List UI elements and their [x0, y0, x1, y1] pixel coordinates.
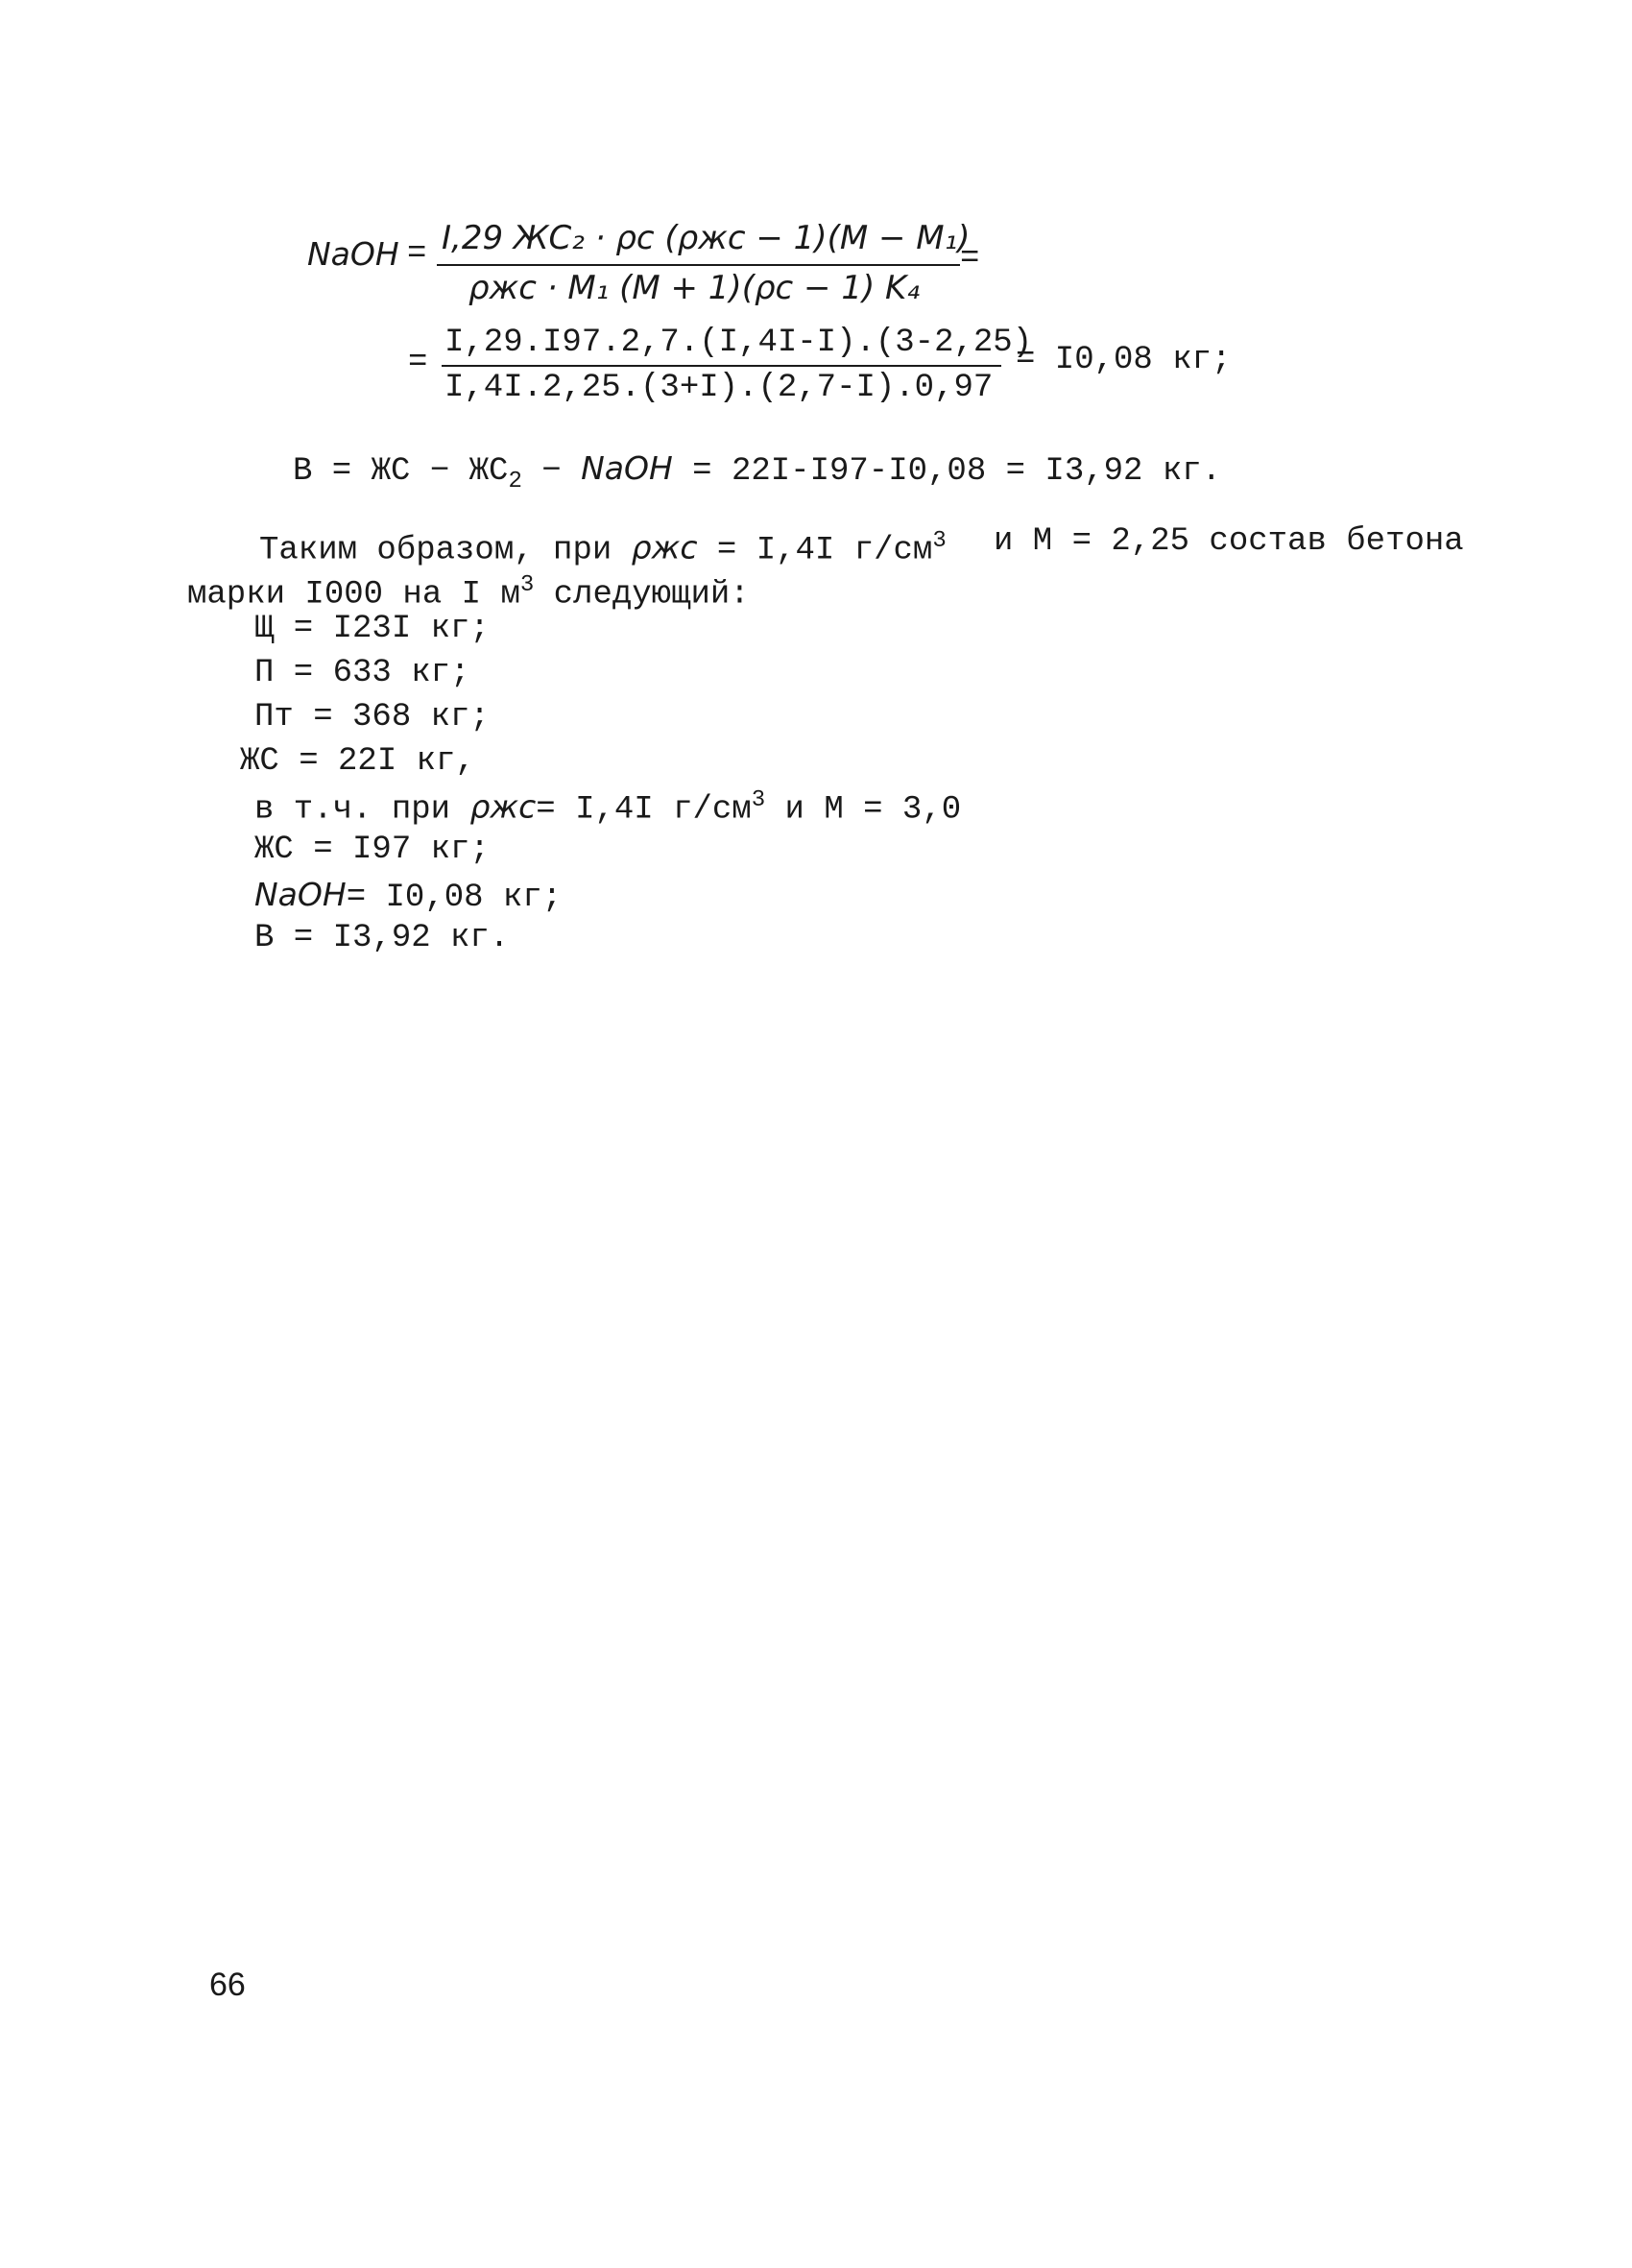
list-item-pt: Пт = 368 кг; — [254, 699, 490, 736]
equals-sign-tail: = — [960, 241, 980, 277]
fraction-numerator: I,29 ЖС₂ · ρc (ρжс − 1)(M − M₁) — [442, 219, 971, 257]
water-rest: = 22I-I97-I0,08 = I3,92 кг. — [672, 453, 1222, 490]
summary-part3-head: и M = 2,25 состав бетона — [994, 523, 1464, 560]
list-item-crushed-stone: Щ = I23I кг; — [254, 611, 490, 647]
summary-line-2 — [187, 567, 750, 614]
including-value: = I,4I г/см — [536, 791, 752, 829]
list-item-sand: П = 633 кг; — [254, 655, 470, 691]
water-naoh: NaOH — [581, 449, 673, 487]
including-suffix: и M = 3,0 — [765, 791, 962, 829]
including-line — [254, 787, 961, 828]
numeric-fraction-bar — [442, 365, 1001, 367]
list-item-liquid-glass: ЖС = 22I кг, — [240, 743, 475, 780]
numeric-denominator: I,4I.2,25.(3+I).(2,7-I).0,97 — [444, 370, 994, 406]
summary-part2: = I,4I г/см — [697, 532, 933, 569]
summary-part1: Таким образом, при — [259, 532, 632, 569]
fraction-bar — [437, 264, 960, 266]
summary-rho: ρжс — [631, 528, 698, 567]
water-minus: − — [521, 453, 582, 490]
summary-sup2: 3 — [519, 572, 535, 598]
list-item-liquid-glass-197: ЖС = I97 кг; — [254, 832, 490, 868]
including-sup: 3 — [751, 787, 766, 813]
numeric-numerator: I,29.I97.2,7.(I,4I-I).(3-2,25) — [444, 325, 1033, 361]
including-prefix: в т.ч. при — [254, 791, 470, 829]
fraction-denominator: ρжс · M₁ (M + 1)(ρc − 1) K₄ — [468, 269, 920, 307]
naoh-lhs: NaOH — [307, 235, 399, 273]
list-item-naoh — [254, 876, 562, 916]
page-number: 66 — [209, 1966, 246, 2003]
summary-sup1: 3 — [932, 528, 947, 554]
list-item-water: B = I3,92 кг. — [254, 920, 510, 956]
naoh-result: = I0,08 кг; — [1016, 342, 1232, 378]
summary-part4: следующий: — [534, 576, 750, 614]
summary-line-1-end — [994, 522, 1464, 561]
water-formula — [293, 449, 1221, 501]
summary-line-1 — [259, 522, 947, 569]
summary-part3-tail: марки I000 на I м — [187, 576, 520, 614]
water-subscript: 2 — [508, 468, 522, 495]
including-rho: ρжс — [469, 787, 537, 826]
equals-sign-2: = — [408, 345, 428, 381]
naoh-italic-label: NaOH — [254, 876, 347, 913]
water-lhs: B = ЖС − ЖС — [293, 453, 509, 490]
equals-sign: = — [407, 236, 427, 273]
naoh-value: = I0,08 кг; — [346, 880, 563, 916]
